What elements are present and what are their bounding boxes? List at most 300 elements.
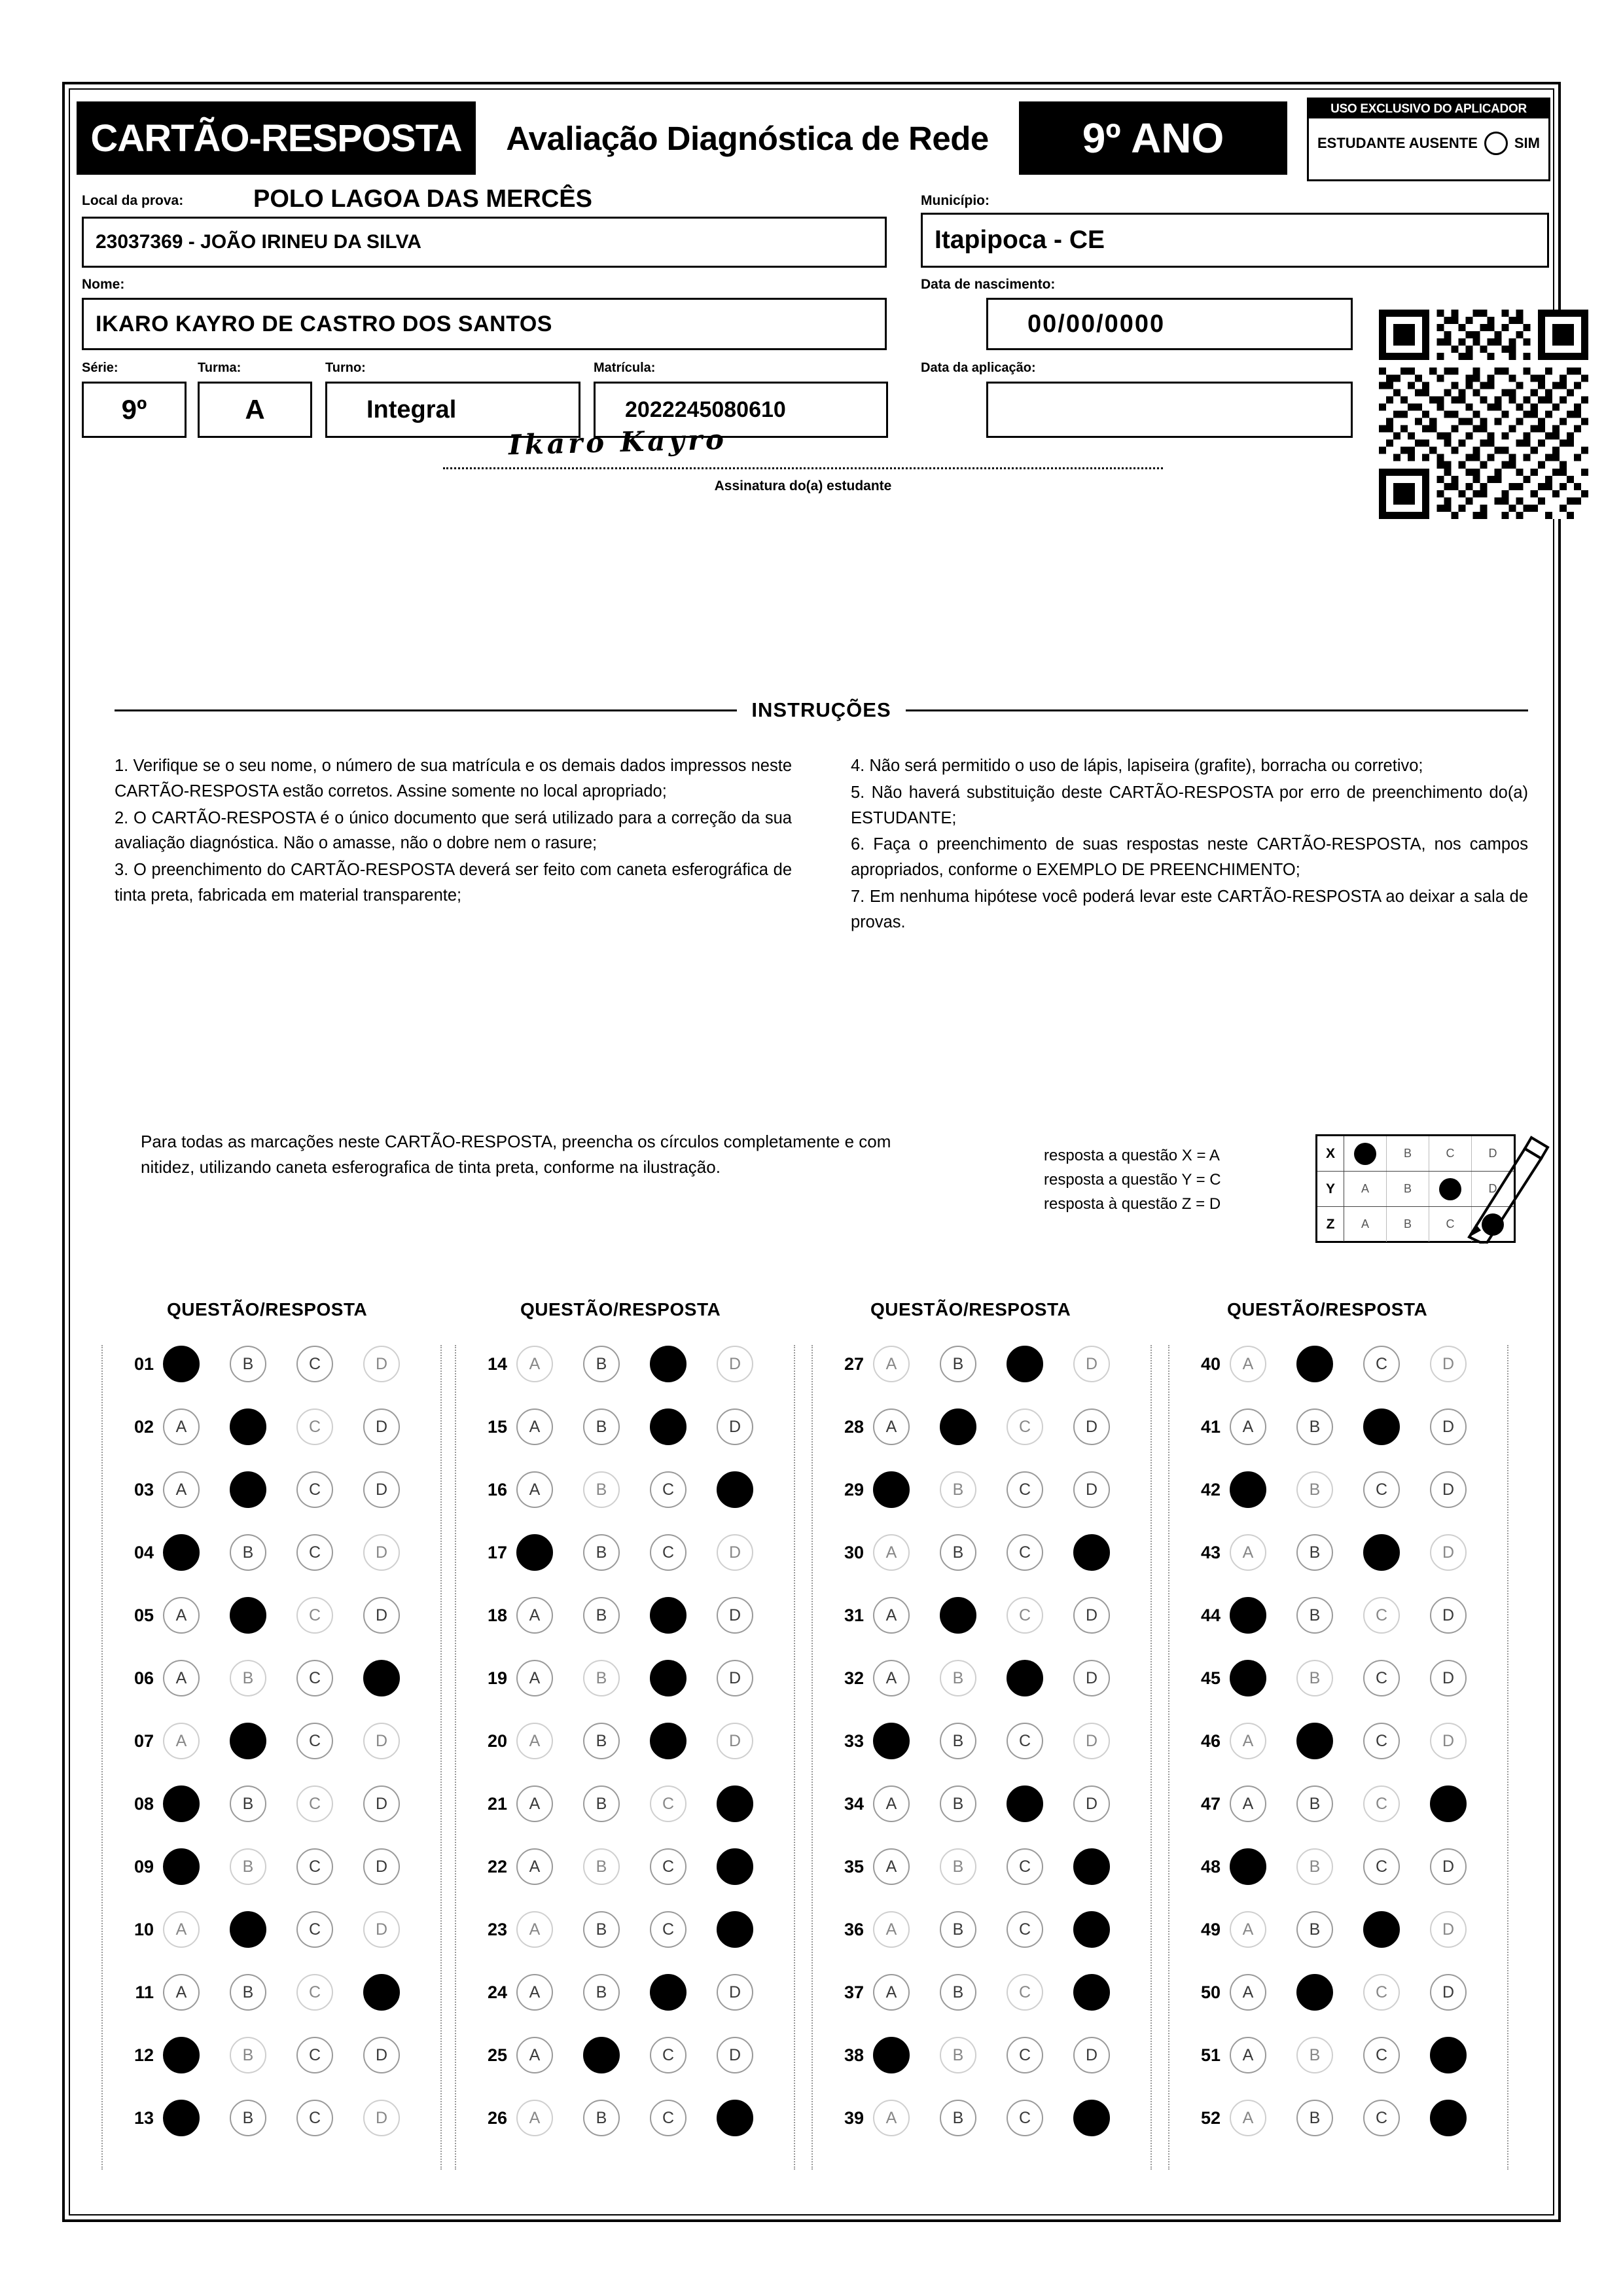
question-row	[103, 1345, 443, 1383]
answer-bubble-a[interactable]	[1230, 1597, 1266, 1634]
answer-bubble-b[interactable]	[230, 1911, 266, 1948]
answer-bubble-a[interactable]	[1230, 1471, 1266, 1508]
instructions-heading	[115, 697, 1528, 723]
answer-bubble-a[interactable]	[516, 1534, 553, 1571]
answer-bubble-c[interactable]: C	[296, 1471, 333, 1508]
instruction-item: 7. Em nenhuma hipótese você poderá levar este CARTÃO-RESPOSTA ao deixar a sala de provas.	[851, 887, 1528, 931]
answer-bubble-c[interactable]	[650, 1346, 687, 1382]
fill-example-bubble: C	[1429, 1136, 1472, 1171]
answer-bubble-c[interactable]: C	[1363, 1471, 1400, 1508]
fill-example-row-label: Z	[1317, 1207, 1344, 1242]
answer-bubble-b[interactable]: B	[1296, 2100, 1333, 2136]
answer-grid[interactable]	[101, 1345, 1528, 2170]
question-row	[103, 1534, 443, 1571]
matricula-value: 2022245080610	[625, 397, 786, 422]
answer-bubble-a[interactable]: A	[516, 1597, 553, 1634]
fill-example-bubble: A	[1344, 1172, 1387, 1206]
question-number: 35	[844, 1856, 864, 1876]
answer-bubble-a[interactable]: A	[873, 1785, 910, 1822]
answer-bubble-c[interactable]: C	[1007, 1848, 1043, 1885]
instructions-rule-left	[115, 709, 737, 711]
answer-bubble-a[interactable]: A	[516, 1911, 553, 1948]
answer-bubble-c[interactable]	[1007, 1660, 1043, 1696]
answer-bubble-d[interactable]	[1430, 2037, 1467, 2073]
instruction-item: 4. Não será permitido o uso de lápis, lapiseira (grafite), borracha ou corretivo;	[851, 757, 1423, 775]
answer-bubble-c[interactable]: C	[1007, 1597, 1043, 1634]
answer-bubble-a[interactable]: A	[516, 1723, 553, 1759]
answer-bubble-c[interactable]: C	[296, 1974, 333, 2011]
answer-bubble-b[interactable]: B	[940, 1534, 976, 1571]
fill-example-row-label: Y	[1317, 1172, 1344, 1206]
answer-bubble-a[interactable]: A	[873, 1660, 910, 1696]
question-number: 07	[134, 1731, 154, 1751]
answer-bubble-b[interactable]: B	[940, 1471, 976, 1508]
question-row	[103, 1848, 443, 1886]
question-row	[813, 1973, 1153, 2011]
answer-bubble-c[interactable]	[1363, 1408, 1400, 1445]
answer-bubble-a[interactable]: A	[163, 1723, 200, 1759]
question-number: 09	[134, 1856, 154, 1876]
answer-bubble-d[interactable]: D	[363, 1911, 400, 1948]
answer-bubble-b[interactable]	[940, 1597, 976, 1634]
answer-bubble-a[interactable]: A	[1230, 1974, 1266, 2011]
answer-bubble-c[interactable]	[1007, 1346, 1043, 1382]
answer-bubble-d[interactable]	[717, 1911, 753, 1948]
local-label: Local da prova:	[82, 193, 184, 208]
answer-bubble-c[interactable]: C	[1007, 2037, 1043, 2073]
answer-bubble-d[interactable]: D	[1073, 1471, 1110, 1508]
answer-bubble-c[interactable]: C	[1007, 1408, 1043, 1445]
answer-bubble-d[interactable]: D	[1073, 1597, 1110, 1634]
answer-bubble-d[interactable]	[1430, 2100, 1467, 2136]
column-header: QUESTÃO/RESPOSTA	[167, 1299, 368, 1319]
answer-bubble-c[interactable]: C	[1007, 1534, 1043, 1571]
answer-bubble-c[interactable]: C	[650, 2037, 687, 2073]
answer-bubble-d[interactable]: D	[1430, 1597, 1467, 1634]
column-header: QUESTÃO/RESPOSTA	[870, 1299, 1071, 1319]
answer-bubble-d[interactable]: D	[1430, 1974, 1467, 2011]
answer-bubble-b[interactable]: B	[230, 1534, 266, 1571]
answer-bubble-c[interactable]	[1007, 1785, 1043, 1822]
question-number: 21	[487, 1793, 507, 1814]
answer-bubble-a[interactable]: A	[163, 1597, 200, 1634]
turno-value: Integral	[366, 395, 457, 423]
answer-bubble-d[interactable]	[363, 1974, 400, 2011]
fill-example-bubble: B	[1387, 1136, 1429, 1171]
answer-bubble-b[interactable]: B	[940, 1974, 976, 2011]
answer-bubble-c[interactable]: C	[1363, 1785, 1400, 1822]
answer-bubble-c[interactable]: C	[1363, 1974, 1400, 2011]
answer-bubble-b[interactable]: B	[583, 1911, 620, 1948]
answer-bubble-d[interactable]: D	[363, 2100, 400, 2136]
answer-bubble-d[interactable]	[1073, 1974, 1110, 2011]
answer-bubble-a[interactable]	[163, 2037, 200, 2073]
answer-bubble-d[interactable]	[717, 1848, 753, 1885]
answer-bubble-d[interactable]	[1430, 1785, 1467, 1822]
answer-bubble-d[interactable]	[1073, 1534, 1110, 1571]
answer-bubble-d[interactable]	[1073, 2100, 1110, 2136]
answer-bubble-a[interactable]: A	[516, 1660, 553, 1696]
answer-bubble-a[interactable]: A	[516, 1471, 553, 1508]
answer-bubble-d[interactable]: D	[363, 1785, 400, 1822]
answer-bubble-a[interactable]: A	[873, 1911, 910, 1948]
answer-bubble-d[interactable]: D	[363, 1723, 400, 1759]
answer-bubble-b[interactable]	[230, 1408, 266, 1445]
answer-bubble-c[interactable]: C	[296, 1723, 333, 1759]
answer-bubble-c[interactable]: C	[296, 1346, 333, 1382]
answer-bubble-d[interactable]	[363, 1660, 400, 1696]
answer-bubble-b[interactable]	[230, 1597, 266, 1634]
instruction-item: 2. O CARTÃO-RESPOSTA é o único documento que será utilizado para a correção da sua avaliação diagnóstica. Não o amasse, não o dobre nem o rasure;	[115, 808, 792, 853]
applicator-box	[1307, 98, 1550, 181]
answer-bubble-b[interactable]: B	[230, 1660, 266, 1696]
answer-bubble-b[interactable]: B	[1296, 1471, 1333, 1508]
fill-example-legend-line: resposta a questão Y = C	[1044, 1171, 1221, 1189]
answer-bubble-d[interactable]: D	[717, 2037, 753, 2073]
answer-bubble-c[interactable]: C	[296, 2100, 333, 2136]
answer-bubble-b[interactable]: B	[1296, 1911, 1333, 1948]
fill-example-bubble: B	[1387, 1207, 1429, 1242]
answer-bubble-b[interactable]: B	[230, 1346, 266, 1382]
question-row	[1169, 1345, 1510, 1383]
answer-bubble-b[interactable]: B	[1296, 1408, 1333, 1445]
answer-bubble-a[interactable]: A	[873, 1597, 910, 1634]
answer-bubble-c[interactable]	[650, 1974, 687, 2011]
answer-bubble-d[interactable]: D	[1073, 1408, 1110, 1445]
answer-bubble-d[interactable]: D	[717, 1597, 753, 1634]
answer-bubble-d[interactable]: D	[1073, 1660, 1110, 1696]
question-number: 19	[487, 1668, 507, 1688]
answer-bubble-d[interactable]: D	[363, 1408, 400, 1445]
answer-bubble-d[interactable]: D	[1430, 1660, 1467, 1696]
answer-bubble-b[interactable]: B	[583, 1408, 620, 1445]
answer-bubble-b[interactable]: B	[1296, 1597, 1333, 1634]
answer-bubble-b[interactable]: B	[1296, 1534, 1333, 1571]
answer-bubble-a[interactable]: A	[1230, 2037, 1266, 2073]
answer-bubble-d[interactable]	[1073, 1911, 1110, 1948]
answer-bubble-b[interactable]: B	[583, 1785, 620, 1822]
answer-bubble-c[interactable]: C	[650, 1848, 687, 1885]
question-row	[103, 1596, 443, 1634]
question-number: 27	[844, 1354, 864, 1374]
answer-bubble-c[interactable]: C	[650, 1911, 687, 1948]
question-row	[456, 1973, 796, 2011]
question-number: 47	[1200, 1793, 1221, 1814]
question-number: 37	[844, 1982, 864, 2002]
answer-bubble-c[interactable]: C	[1363, 1723, 1400, 1759]
answer-bubble-c[interactable]	[650, 1723, 687, 1759]
answer-bubble-c[interactable]: C	[650, 1471, 687, 1508]
answer-bubble-b[interactable]: B	[583, 1974, 620, 2011]
instructions-section	[115, 697, 1528, 936]
answer-bubble-c[interactable]: C	[1363, 1660, 1400, 1696]
answer-bubble-b[interactable]: B	[230, 1848, 266, 1885]
answer-bubble-b[interactable]: B	[940, 1346, 976, 1382]
answer-bubble-d[interactable]	[717, 1785, 753, 1822]
answer-bubble-c[interactable]: C	[296, 1534, 333, 1571]
answer-bubble-c[interactable]: C	[1363, 1597, 1400, 1634]
question-number: 36	[844, 1919, 864, 1939]
answer-bubble-b[interactable]: B	[940, 1723, 976, 1759]
answer-bubble-d[interactable]: D	[363, 2037, 400, 2073]
answer-bubble-a[interactable]: A	[163, 1911, 200, 1948]
absent-checkbox[interactable]	[1484, 132, 1508, 155]
answer-bubble-d[interactable]: D	[363, 1346, 400, 1382]
question-number: 44	[1200, 1605, 1221, 1625]
answer-bubble-d[interactable]: D	[717, 1534, 753, 1571]
answer-bubble-b[interactable]: B	[940, 1848, 976, 1885]
answer-bubble-d[interactable]	[717, 2100, 753, 2136]
answer-bubble-a[interactable]: A	[1230, 2100, 1266, 2136]
fill-example-bubble	[1344, 1136, 1387, 1171]
question-row	[456, 2099, 796, 2137]
fill-example-bubble: D	[1488, 1147, 1497, 1160]
question-number: 24	[487, 1982, 507, 2002]
question-row	[1169, 1659, 1510, 1697]
answer-bubble-a[interactable]	[163, 1346, 200, 1382]
answer-bubble-c[interactable]: C	[1007, 1974, 1043, 2011]
qr-code-image	[1379, 310, 1588, 519]
nascimento-field	[986, 298, 1353, 350]
answer-bubble-c[interactable]	[650, 1408, 687, 1445]
answer-bubble-b[interactable]: B	[230, 1785, 266, 1822]
answer-bubble-b[interactable]: B	[583, 1597, 620, 1634]
question-row	[456, 1345, 796, 1383]
answer-bubble-a[interactable]: A	[516, 1408, 553, 1445]
answer-bubble-a[interactable]: A	[1230, 1346, 1266, 1382]
answer-bubble-a[interactable]: A	[873, 1848, 910, 1885]
answer-bubble-d[interactable]: D	[363, 1534, 400, 1571]
answer-bubble-d[interactable]: D	[717, 1408, 753, 1445]
answer-bubble-d[interactable]: D	[363, 1471, 400, 1508]
question-row	[813, 1345, 1153, 1383]
local-value: POLO LAGOA DAS MERCÊS	[253, 185, 592, 213]
answer-bubble-b[interactable]: B	[583, 1848, 620, 1885]
answer-bubble-a[interactable]: A	[516, 1346, 553, 1382]
answer-bubble-d[interactable]: D	[363, 1597, 400, 1634]
answer-bubble-c[interactable]: C	[296, 2037, 333, 2073]
answer-bubble-a[interactable]: A	[163, 1408, 200, 1445]
answer-bubble-c[interactable]: C	[296, 1848, 333, 1885]
answer-bubble-a[interactable]: A	[163, 1660, 200, 1696]
question-number: 50	[1200, 1982, 1221, 2002]
answer-bubble-d[interactable]: D	[1073, 1346, 1110, 1382]
answer-bubble-b[interactable]	[1296, 1346, 1333, 1382]
answer-bubble-a[interactable]: A	[1230, 1911, 1266, 1948]
answer-bubble-d[interactable]: D	[1430, 1471, 1467, 1508]
question-number: 45	[1200, 1668, 1221, 1688]
answer-bubble-a[interactable]: A	[516, 2037, 553, 2073]
answer-bubble-c[interactable]: C	[1007, 2100, 1043, 2136]
question-row	[1169, 2036, 1510, 2074]
answer-bubble-a[interactable]	[163, 1785, 200, 1822]
answer-bubble-a[interactable]: A	[516, 1848, 553, 1885]
question-number: 18	[487, 1605, 507, 1625]
answer-bubble-c[interactable]	[650, 1597, 687, 1634]
answer-bubble-b[interactable]: B	[940, 2037, 976, 2073]
answer-bubble-c[interactable]: C	[1007, 1723, 1043, 1759]
answer-bubble-b[interactable]: B	[583, 2100, 620, 2136]
nome-field	[82, 298, 887, 350]
answer-bubble-a[interactable]: A	[163, 1974, 200, 2011]
answer-bubble-c[interactable]: C	[1007, 1471, 1043, 1508]
answer-bubble-c[interactable]	[1363, 1534, 1400, 1571]
exam-name: Avaliação Diagnóstica de Rede	[506, 119, 989, 157]
answer-bubble-a[interactable]: A	[1230, 1785, 1266, 1822]
answer-bubble-a[interactable]: A	[873, 1974, 910, 2011]
answer-bubble-a[interactable]: A	[873, 1346, 910, 1382]
question-number: 15	[487, 1416, 507, 1437]
answer-bubble-c[interactable]: C	[650, 1534, 687, 1571]
answer-bubble-a[interactable]: A	[1230, 1534, 1266, 1571]
question-row	[456, 1848, 796, 1886]
question-row	[103, 1659, 443, 1697]
instructions-rule-right	[906, 709, 1528, 711]
answer-bubble-a[interactable]: A	[1230, 1408, 1266, 1445]
answer-bubble-d[interactable]	[1073, 1848, 1110, 1885]
question-number: 30	[844, 1542, 864, 1562]
question-number: 17	[487, 1542, 507, 1562]
answer-column	[1168, 1345, 1508, 2170]
qr-code	[1379, 310, 1588, 519]
question-number: 13	[134, 2108, 154, 2128]
answer-bubble-b[interactable]: B	[1296, 2037, 1333, 2073]
answer-bubble-b[interactable]: B	[940, 1660, 976, 1696]
municipio-value: Itapipoca - CE	[935, 226, 1105, 254]
answer-bubble-b[interactable]: B	[230, 2037, 266, 2073]
answer-bubble-d[interactable]: D	[1430, 1723, 1467, 1759]
question-number: 26	[487, 2108, 507, 2128]
answer-bubble-b[interactable]: B	[583, 1723, 620, 1759]
answer-bubble-d[interactable]: D	[1073, 2037, 1110, 2073]
answer-bubble-b[interactable]	[940, 1408, 976, 1445]
question-number: 25	[487, 2045, 507, 2065]
answer-bubble-b[interactable]: B	[1296, 1660, 1333, 1696]
answer-bubble-b[interactable]: B	[583, 1534, 620, 1571]
answer-bubble-d[interactable]: D	[1430, 1534, 1467, 1571]
answer-bubble-a[interactable]: A	[873, 2100, 910, 2136]
answer-bubble-b[interactable]: B	[230, 1974, 266, 2011]
matricula-label: Matrícula:	[594, 361, 656, 375]
answer-bubble-a[interactable]: A	[163, 1471, 200, 1508]
answer-bubble-d[interactable]: D	[1430, 1848, 1467, 1885]
answer-bubble-d[interactable]: D	[1073, 1723, 1110, 1759]
answer-bubble-d[interactable]: D	[363, 1848, 400, 1885]
question-row	[1169, 1848, 1510, 1886]
answer-bubble-d[interactable]: D	[1430, 1346, 1467, 1382]
answer-bubble-a[interactable]	[873, 1723, 910, 1759]
answer-bubble-b[interactable]	[230, 1471, 266, 1508]
answer-bubble-c[interactable]: C	[650, 1785, 687, 1822]
answer-bubble-a[interactable]	[873, 2037, 910, 2073]
answer-bubble-d[interactable]: D	[1073, 1785, 1110, 1822]
question-row	[456, 1910, 796, 1948]
column-header: QUESTÃO/RESPOSTA	[1227, 1299, 1428, 1319]
answer-bubble-a[interactable]	[163, 2100, 200, 2136]
question-row	[456, 1534, 796, 1571]
answer-bubble-c[interactable]: C	[1363, 2100, 1400, 2136]
answer-bubble-c[interactable]	[1363, 1911, 1400, 1948]
answer-bubble-c[interactable]: C	[1363, 1346, 1400, 1382]
page-title: CARTÃO-RESPOSTA	[77, 101, 476, 175]
answer-bubble-b[interactable]	[1296, 1723, 1333, 1759]
answer-bubble-a[interactable]	[1230, 1848, 1266, 1885]
question-number: 12	[134, 2045, 154, 2065]
answer-bubble-b[interactable]: B	[230, 2100, 266, 2136]
answer-bubble-c[interactable]	[650, 1660, 687, 1696]
answer-bubble-b[interactable]	[583, 2037, 620, 2073]
answer-bubble-a[interactable]: A	[516, 2100, 553, 2136]
answer-bubble-c[interactable]: C	[650, 2100, 687, 2136]
answer-bubble-d[interactable]: D	[717, 1723, 753, 1759]
fill-example-text: Para todas as marcações neste CARTÃO-RESPOSTA, preencha os círculos completamente e com nitidez, utilizando caneta esferografica de tinta preta, conforme na ilustração.	[141, 1132, 891, 1177]
answer-bubble-c[interactable]: C	[296, 1408, 333, 1445]
signature-caption: Assinatura do(a) estudante	[714, 478, 892, 493]
answer-bubble-c[interactable]: C	[296, 1660, 333, 1696]
answer-bubble-d[interactable]: D	[1430, 1911, 1467, 1948]
answer-bubble-b[interactable]: B	[940, 1911, 976, 1948]
absent-label: ESTUDANTE AUSENTE	[1317, 135, 1478, 151]
data-aplicacao-field	[986, 382, 1353, 438]
answer-bubble-b[interactable]: B	[583, 1660, 620, 1696]
question-row	[103, 1722, 443, 1760]
fill-example-bubble: B	[1387, 1172, 1429, 1206]
answer-bubble-d[interactable]: D	[717, 1660, 753, 1696]
applicator-box-title: USO EXCLUSIVO DO APLICADOR	[1309, 99, 1548, 118]
question-number: 02	[134, 1416, 154, 1437]
question-row	[1169, 1596, 1510, 1634]
answer-bubble-b[interactable]	[1296, 1974, 1333, 2011]
answer-bubble-c[interactable]: C	[296, 1911, 333, 1948]
answer-bubble-a[interactable]	[163, 1534, 200, 1571]
answer-bubble-d[interactable]: D	[1430, 1408, 1467, 1445]
question-number: 23	[487, 1919, 507, 1939]
answer-bubble-d[interactable]: D	[717, 1346, 753, 1382]
answer-bubble-c[interactable]: C	[1363, 1848, 1400, 1885]
answer-bubble-b[interactable]: B	[583, 1346, 620, 1382]
fill-example-bubble: D	[1488, 1182, 1497, 1195]
answer-bubble-a[interactable]	[1230, 1660, 1266, 1696]
answer-bubble-c[interactable]: C	[1363, 2037, 1400, 2073]
municipio-field	[921, 213, 1549, 268]
answer-bubble-b[interactable]: B	[940, 2100, 976, 2136]
answer-bubble-c[interactable]: C	[296, 1597, 333, 1634]
answer-bubble-d[interactable]: D	[717, 1974, 753, 2011]
signature-line	[443, 467, 1163, 469]
question-number: 08	[134, 1793, 154, 1814]
answer-bubble-a[interactable]: A	[873, 1408, 910, 1445]
answer-bubble-b[interactable]	[230, 1723, 266, 1759]
answer-bubble-b[interactable]: B	[1296, 1785, 1333, 1822]
answer-bubble-b[interactable]: B	[940, 1785, 976, 1822]
nascimento-label: Data de nascimento:	[921, 277, 1056, 292]
answer-bubble-a[interactable]	[873, 1471, 910, 1508]
answer-bubble-b[interactable]: B	[583, 1471, 620, 1508]
nome-value: IKARO KAYRO DE CASTRO DOS SANTOS	[96, 311, 552, 336]
answer-bubble-d[interactable]	[717, 1471, 753, 1508]
answer-bubble-a[interactable]: A	[873, 1534, 910, 1571]
question-number: 43	[1200, 1542, 1221, 1562]
answer-bubble-b[interactable]: B	[1296, 1848, 1333, 1885]
answer-bubble-a[interactable]: A	[516, 1785, 553, 1822]
answer-bubble-c[interactable]: C	[1007, 1911, 1043, 1948]
answer-bubble-a[interactable]: A	[516, 1974, 553, 2011]
question-row	[813, 1785, 1153, 1823]
answer-bubble-a[interactable]	[163, 1848, 200, 1885]
answer-bubble-a[interactable]: A	[1230, 1723, 1266, 1759]
answer-bubble-c[interactable]: C	[296, 1785, 333, 1822]
question-row	[456, 1596, 796, 1634]
